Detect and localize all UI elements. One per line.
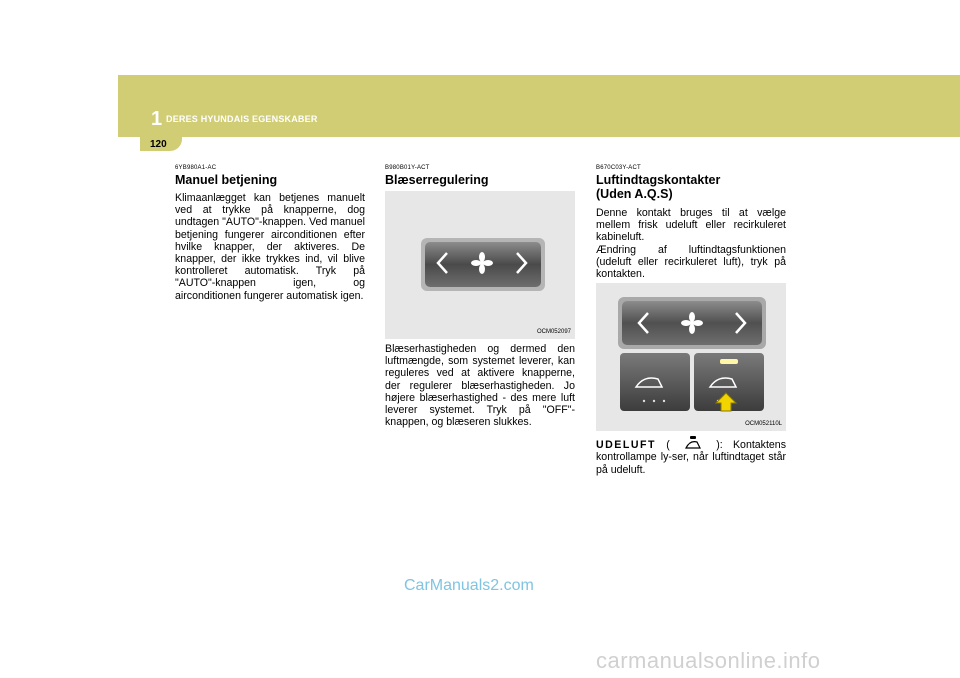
section-body: Blæserhastigheden og dermed den luftmængde, som systemet leverer, kan reguleres ved at aktivere knapperne, der regulerer blæserhastigheden. Jo højere blæserhastighed - des mere luft leverer systemet. Tryk på "OFF"-knappen, og blæseren slukkes. <box>385 343 575 429</box>
section-heading: Manuel betjening <box>175 173 278 187</box>
air-intake-figure <box>596 283 786 431</box>
section-code: B980B01Y-ACT <box>385 165 430 171</box>
watermark-carmanualsonline: carmanualsonline.info <box>596 648 821 673</box>
section-body: Ændring af luftindtagsfunktionen (udeluft eller recirkuleret luft), tryk på kontakten. <box>596 243 786 281</box>
figure-caption: OCM052110L <box>745 421 782 428</box>
intake-switch-illustration <box>596 283 786 431</box>
page-number: 120 <box>150 139 167 150</box>
section-air-intake <box>596 165 786 476</box>
section-body: Klimaanlægget kan betjenes manuelt ved at trykke på knapperne, dog undtagen "AUTO"-knappen. Ved manuel betjening fungerer airconditionen efter hvilke knapper, der aktiveres. De knapper, der ikke trykkes ind, vil blive kontrolleret automatisk. Tryk på "AUTO"-knappen igen, og airconditionen fungerer automatisk igen. <box>175 192 365 302</box>
fan-switch-illustration <box>385 191 575 339</box>
udeluft-paragraph <box>596 436 786 476</box>
heading-line: (Uden A.Q.S) <box>596 187 673 201</box>
fan-control-figure <box>385 191 575 339</box>
section-heading <box>596 173 786 201</box>
fresh-air-icon <box>684 436 702 450</box>
watermark-carmanuals2: CarManuals2.com <box>404 577 534 594</box>
paren-open: ( <box>666 439 670 452</box>
heading-line: Luftindtagskontakter <box>596 173 721 187</box>
header-band <box>118 75 960 137</box>
section-manual-operation <box>175 165 365 302</box>
udeluft-label: UDELUFT <box>596 439 656 452</box>
section-body: Denne kontakt bruges til at vælge mellem frisk udeluft eller recirkuleret kabineluft. <box>596 207 786 244</box>
section-code: 6YB980A1-AC <box>175 165 217 171</box>
chapter-number: 1 <box>151 108 163 130</box>
section-heading: Blæserregulering <box>385 173 489 187</box>
udeluft-text: ): Kontaktens kontrollampe ly-ser, når luftindtaget står på udeluft. <box>596 439 786 476</box>
chapter-title: DERES HYUNDAIS EGENSKABER <box>166 114 318 124</box>
indicator-lamp <box>720 359 738 364</box>
figure-caption: OCM052097 <box>536 329 571 335</box>
section-fan-control <box>385 165 575 428</box>
section-code: B670C03Y-ACT <box>596 165 641 171</box>
